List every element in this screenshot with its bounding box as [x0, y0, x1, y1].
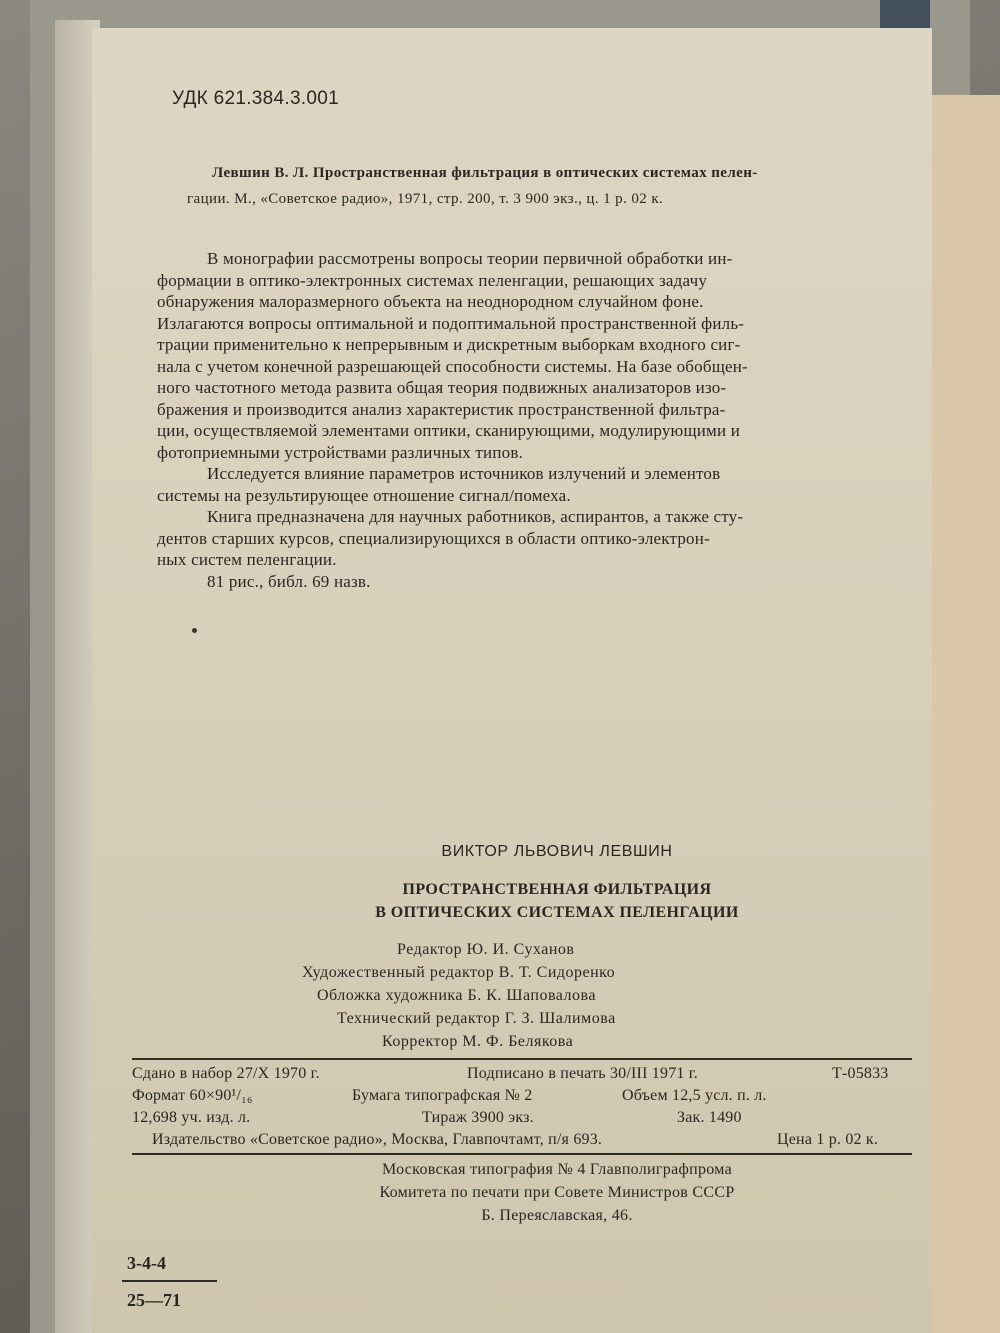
- printer-line: Московская типография № 4 Главполиграфпрома: [381, 1161, 733, 1178]
- abstract-line: дентов старших курсов, специализирующихся в области оптико-электрон-: [157, 528, 710, 548]
- book-title-line: ПРОСТРАНСТВЕННАЯ ФИЛЬТРАЦИЯ: [402, 881, 712, 898]
- imprint-order: Зак. 1490: [677, 1109, 742, 1126]
- abstract: [157, 248, 887, 592]
- imprint-paper: Бумага типографская № 2: [352, 1087, 533, 1104]
- book-title: [92, 878, 932, 924]
- book-title-line: В ОПТИЧЕСКИХ СИСТЕМАХ ПЕЛЕНГАЦИИ: [375, 904, 739, 921]
- abstract-line: формации в оптико-электронных системах пеленгации, решающих задачу: [157, 270, 708, 290]
- abstract-line: 81 рис., библ. 69 назв.: [207, 571, 371, 591]
- abstract-line: системы на результирующее отношение сигнал/помеха.: [157, 485, 571, 505]
- abstract-line: обнаружения малоразмерного объекта на неоднородном случайном фоне.: [157, 292, 704, 311]
- credit-art-editor: Художественный редактор В. Т. Сидоренко: [302, 964, 616, 981]
- printer-line: Комитета по печати при Совете Министров СССР: [379, 1184, 735, 1201]
- abstract-line: ции, осуществляемой элементами оптики, сканирующими, модулирующими и: [157, 421, 741, 440]
- imprint-code: Т-05833: [832, 1065, 889, 1082]
- abstract-line: бражения и производится анализ характеристик пространственной фильтра-: [157, 399, 726, 419]
- abstract-line: Исследуется влияние параметров источников излучений и элементов: [207, 464, 721, 483]
- bibliographic-line-2: гации. М., «Советское радио», 1971, стр. 200, т. 3 900 экз., ц. 1 р. 02 к.: [187, 191, 664, 207]
- abstract-line: Излагаются вопросы оптимальной и подоптимальной пространственной филь-: [157, 313, 745, 333]
- imprint-pub-sheets: 12,698 уч. изд. л.: [132, 1109, 251, 1126]
- bibliographic-line-1: Левшин В. Л. Пространственная фильтрация в оптических системах пелен-: [212, 165, 758, 181]
- printer-line: Б. Переяславская, 46.: [481, 1207, 633, 1224]
- imprint-print-run: Тираж 3900 экз.: [422, 1109, 534, 1126]
- imprint-sent-to-set: Сдано в набор 27/X 1970 г.: [132, 1065, 320, 1082]
- code-divider: [122, 1280, 217, 1282]
- catalog-code-bottom: 25—71: [127, 1290, 181, 1310]
- imprint-volume: Объем 12,5 усл. п. л.: [622, 1087, 767, 1104]
- imprint-top-rule: [132, 1058, 912, 1060]
- credits: [302, 938, 616, 1053]
- imprint-publisher: Издательство «Советское радио», Москва, Главпочтамт, п/я 693.: [152, 1131, 603, 1148]
- abstract-line: трации применительно к непрерывным и дискретным выборкам входного сиг-: [157, 335, 741, 354]
- abstract-line: фотоприемными устройствами различных типов.: [157, 442, 523, 462]
- abstract-line: В монографии рассмотрены вопросы теории первичной обработки ин-: [207, 249, 733, 268]
- imprint-bottom-rule: [132, 1153, 912, 1155]
- imprint-price: Цена 1 р. 02 к.: [777, 1131, 879, 1148]
- credit-proofreader: Корректор М. Ф. Белякова: [382, 1033, 574, 1050]
- credit-editor: Редактор Ю. И. Суханов: [397, 941, 575, 958]
- imprint-signed: Подписано в печать 30/III 1971 г.: [467, 1065, 698, 1082]
- ink-speck: [192, 628, 197, 633]
- abstract-line: ного частотного метода развита общая теория подвижных анализаторов изо-: [157, 378, 727, 397]
- book-page: [92, 28, 932, 1333]
- abstract-line: ных систем пеленгации.: [157, 550, 337, 569]
- credit-technical-editor: Технический редактор Г. З. Шалимова: [337, 1010, 616, 1027]
- abstract-line: нала с учетом конечной разрешающей способности системы. На базе обобщен-: [157, 356, 748, 376]
- abstract-line: Книга предназначена для научных работников, аспирантов, а также сту-: [207, 507, 744, 526]
- catalog-code-top: 3-4-4: [127, 1253, 166, 1273]
- printer-info: [92, 1158, 932, 1227]
- imprint-format: Формат 60×90¹/₁₆: [132, 1087, 253, 1104]
- udk-code: УДК 621.384.3.001: [172, 88, 340, 109]
- credit-cover-artist: Обложка художника Б. К. Шаповалова: [317, 987, 596, 1004]
- author-name: ВИКТОР ЛЬВОВИЧ ЛЕВШИН: [441, 843, 673, 860]
- imprint: [132, 1063, 912, 1151]
